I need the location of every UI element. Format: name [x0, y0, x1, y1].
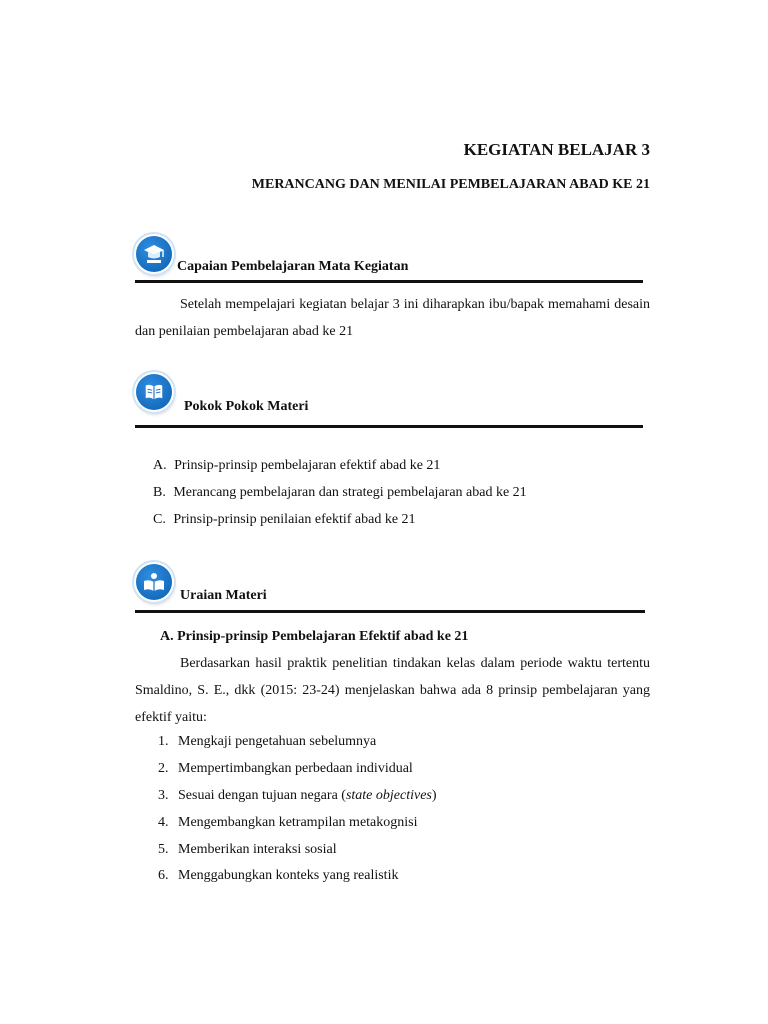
capaian-paragraph: Setelah mempelajari kegiatan belajar 3 ini diharapkan ibu/bapak memahami desain dan penilaian pembelajaran abad ke 21 — [135, 297, 650, 339]
subsection-heading: A. Prinsip-prinsip Pembelajaran Efektif abad ke 21 — [160, 629, 469, 644]
list-item: C. Prinsip-prinsip penilaian efektif abad ke 21 — [153, 512, 416, 527]
page-title: KEGIATAN BELAJAR 3 — [463, 140, 650, 159]
list-item: 2. Mempertimbangkan perbedaan individual — [158, 761, 413, 776]
list-item: B. Merancang pembelajaran dan strategi pembelajaran abad ke 21 — [153, 485, 527, 500]
reading-icon — [136, 564, 172, 600]
section-title-pokok: Pokok Pokok Materi — [184, 399, 309, 414]
section-rule — [135, 425, 643, 428]
list-item: 1. Mengkaji pengetahuan sebelumnya — [158, 734, 377, 749]
section-rule — [135, 610, 645, 613]
list-item: 6. Menggabungkan konteks yang realistik — [158, 868, 399, 883]
list-item: 3. Sesuai dengan tujuan negara (state objectives) — [158, 788, 437, 803]
list-item: 5. Memberikan interaksi sosial — [158, 842, 337, 857]
section-rule — [135, 280, 643, 283]
uraian-paragraph: Berdasarkan hasil praktik penelitian tindakan kelas dalam periode waktu tertentu Smaldino, S. E., dkk (2015: 23-24) menjelaskan bahwa ada 8 prinsip pembelajaran yang efektif yaitu: — [135, 656, 650, 725]
section-title-capaian: Capaian Pembelajaran Mata Kegiatan — [177, 259, 409, 274]
list-item: A. Prinsip-prinsip pembelajaran efektif abad ke 21 — [153, 458, 441, 473]
list-item: 4. Mengembangkan ketrampilan metakognisi — [158, 815, 418, 830]
graduate-icon — [136, 236, 172, 272]
section-title-uraian: Uraian Materi — [180, 588, 267, 603]
book-icon — [136, 374, 172, 410]
page-subtitle: MERANCANG DAN MENILAI PEMBELAJARAN ABAD KE 21 — [251, 177, 650, 192]
